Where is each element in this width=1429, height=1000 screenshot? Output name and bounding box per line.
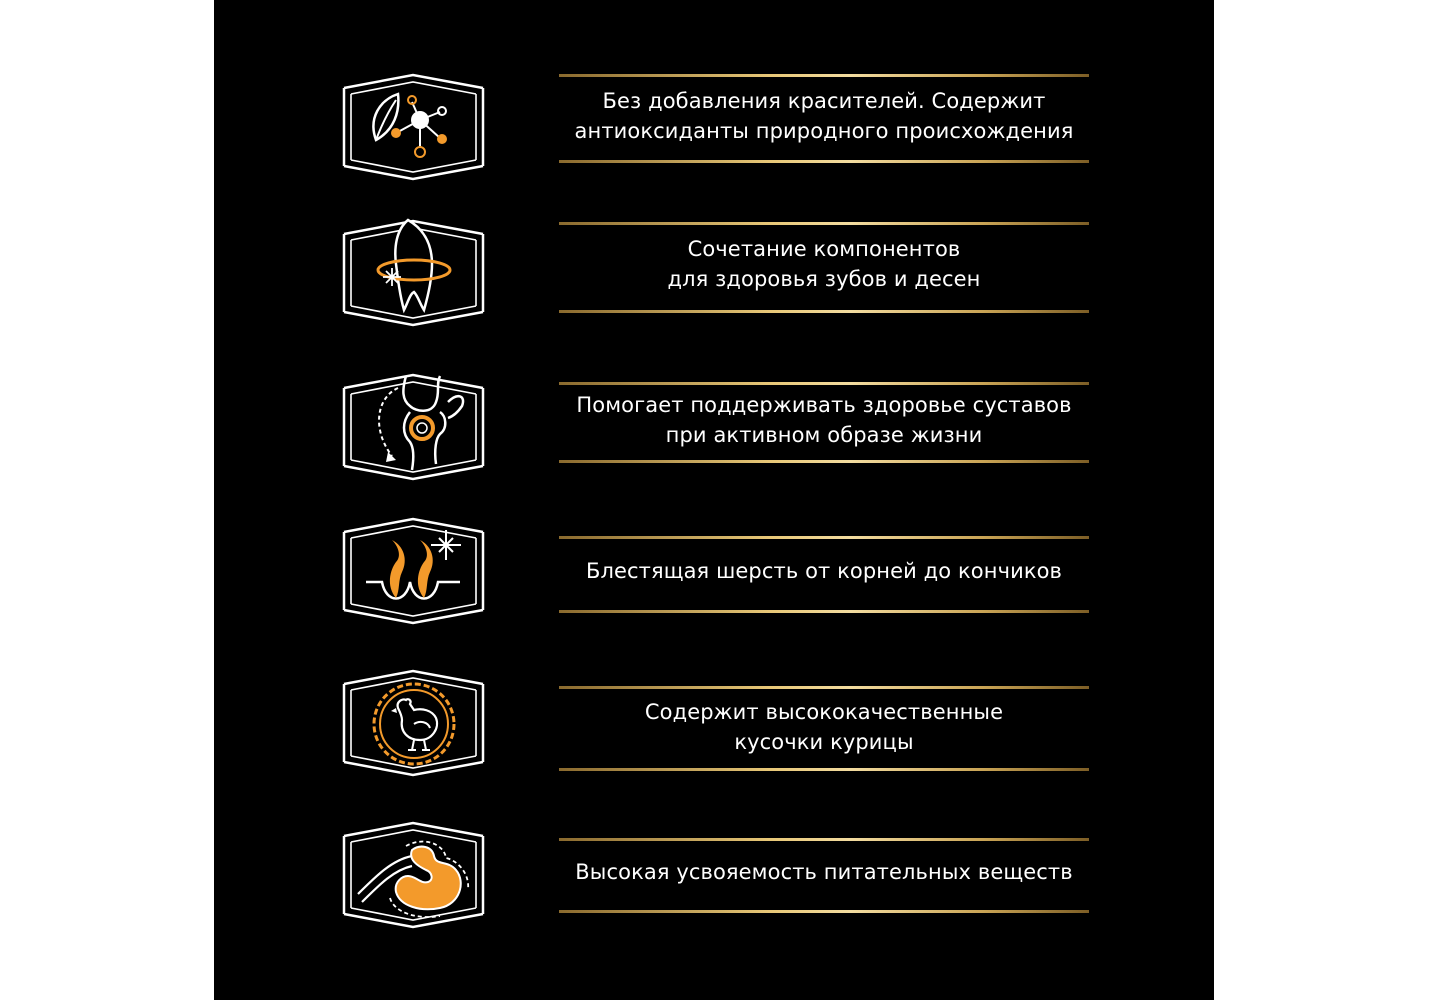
feature-label-line: Сочетание компонентов [687, 237, 961, 261]
tooth-ring-icon [336, 218, 491, 328]
gold-divider-top [559, 74, 1089, 77]
feature-label-line: Содержит высококачественные [644, 700, 1004, 724]
gold-divider-bottom [559, 768, 1089, 771]
feature-label [559, 857, 1089, 887]
gold-divider-bottom [559, 910, 1089, 913]
feature-label [559, 390, 1089, 450]
hexagon-badge [336, 218, 491, 328]
feature-label [559, 697, 1089, 757]
feature-panel [214, 0, 1214, 1000]
shiny-hair-icon [336, 516, 491, 626]
joint-icon [336, 372, 491, 482]
hexagon-badge [336, 72, 491, 182]
feature-label-line: Помогает поддерживать здоровье суставов [576, 393, 1072, 417]
gold-divider-top [559, 382, 1089, 385]
feature-label-line: Без добавления красителей. Содержит [602, 89, 1046, 113]
hexagon-badge [336, 372, 491, 482]
feature-label-line: Высокая усвояемость питательных веществ [575, 860, 1073, 884]
feature-label-line: при активном образе жизни [665, 423, 983, 447]
gold-divider-bottom [559, 160, 1089, 163]
gold-divider-top [559, 838, 1089, 841]
gold-divider-top [559, 536, 1089, 539]
feature-label-line: для здоровья зубов и десен [667, 267, 981, 291]
gold-divider-bottom [559, 460, 1089, 463]
chicken-seal-icon [336, 668, 491, 778]
hexagon-badge [336, 668, 491, 778]
antioxidant-leaf-molecule-icon [336, 72, 491, 182]
gold-divider-top [559, 222, 1089, 225]
feature-label-line: Блестящая шерсть от корней до кончиков [585, 559, 1063, 583]
gold-divider-bottom [559, 610, 1089, 613]
gold-divider-top [559, 686, 1089, 689]
feature-label [559, 556, 1089, 586]
feature-label-line: кусочки курицы [734, 730, 914, 754]
gold-divider-bottom [559, 310, 1089, 313]
feature-label-line: антиоксиданты природного происхождения [574, 119, 1074, 143]
hexagon-badge [336, 820, 491, 930]
stomach-icon [336, 820, 491, 930]
feature-label [559, 86, 1089, 146]
hexagon-badge [336, 516, 491, 626]
feature-label [559, 234, 1089, 294]
